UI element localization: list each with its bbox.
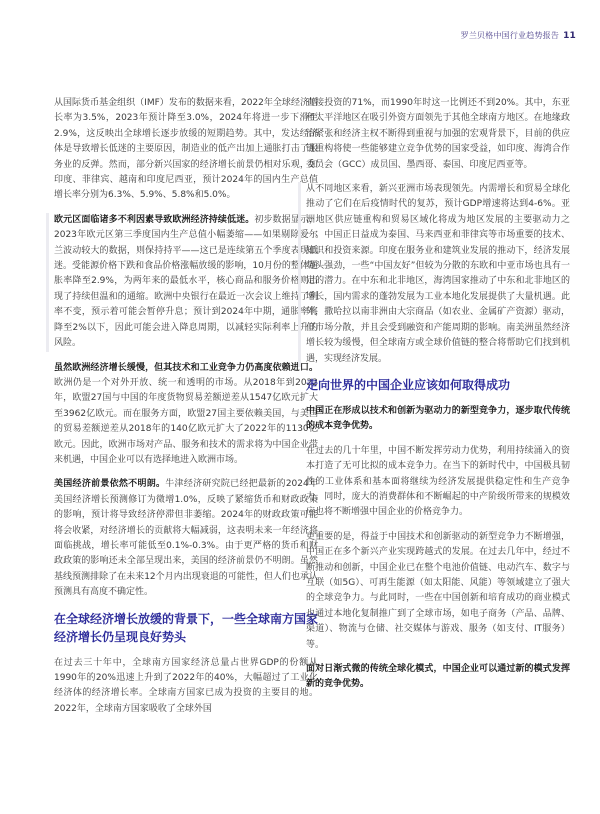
paragraph-fdi: 直接投资的71%，而1990年时这一比例还不到20%。其中，东亚和太平洋地区在吸引外资方面领先于其他全球南方地区。在地缘政治紧张和经济主权不断得到重视与加强的宏观背景下，目前的供应链重构将使一些能够建立竞争优势的国家受益，如印度、海湾合作委员会（GCC）成员国、墨西哥、泰国、印度尼西亚等。 [306, 98, 570, 170]
lead-new-model: 面对日渐式微的传统全球化模式，中国企业可以通过新的模式发挥新的竞争优势。 [306, 664, 570, 690]
lead-europe-imports: 虽然欧洲经济增长缓慢，但其技术和工业竞争力仍高度依赖进口。 [54, 362, 318, 373]
report-title: 罗兰贝格中国行业趋势报告 [460, 31, 560, 40]
paragraph-global-south: 在过去三十年中，全球南方国家经济总量占世界GDP的份额从1990年的20%迅速上升到了2022年的40%，大幅超过了工业化经济体的经济增长率。全球南方国家已成为投资的主要目的地。2022年，全球南方国家吸收了全球外国 [54, 657, 318, 714]
lead-new-competitiveness: 中国正在形成以技术和创新为驱动力的新型竞争力，逐步取代传统的成本竞争优势。 [306, 405, 570, 432]
callout-regions [298, 182, 570, 367]
paragraph-europe-imports: 虽然欧洲经济增长缓慢，但其技术和工业竞争力仍高度依赖进口。欧洲仍是一个对外开放、统一和透明的市场。从2018年到2022年，欧盟27国与中国的年度货物贸易差额逆差从1547亿欧元扩大至3962亿欧元。而在服务方面，欧盟27国主要依赖美国，与美国的贸易差额逆差从2018年的140亿欧元扩大了2022年的1130亿欧元。因此，欧洲市场对产品、服务和技术的需求将为中国企业带来机遇，中国企业可以有选择地进入欧洲市场。 [54, 362, 318, 465]
lead-eurozone: 欧元区面临诸多不利因素导致欧洲经济持续低迷。 [54, 214, 255, 225]
page-number: 11 [563, 31, 576, 41]
page-header [461, 30, 576, 41]
paragraph-eurozone: 欧元区面临诸多不利因素导致欧洲经济持续低迷。初步数据显示，2023年欧元区第三季度国内生产总值小幅萎缩——如果剔除爱尔兰波动较大的数据，则保持持平——这已是连续第五个季度表现低迷。受能源价格下跌和食品价格涨幅放缓的影响，10月份的整体通胀率降至2.9%，为两年来的最低水平，核心商品和服务价格则出现了持续但温和的通缩。欧洲中央银行在最近一次会议上维持了利率不变，预示着可能会暂停升息；预计到2024年中期，通胀率将降至2%以下，因此可能会进入降息周期，以减轻实际利率上升的风险。 [54, 214, 318, 349]
lead-us-outlook: 美国经济前景依然不明朗。 [54, 479, 166, 490]
callout-eurozone [46, 213, 318, 352]
paragraph-regions: 从不同地区来看，新兴亚洲市场表现领先。内需增长和贸易全球化推动了它们在后疫情时代的复苏，预计GDP增速将达到4-6%。亚洲地区供应链重构和贸易区域化将成为地区发展的主要驱动力之一。中国正日益成为泰国、马来西亚和菲律宾等市场重要的技术、知识和投资来源。印度在服务业和建筑业发展的推动下，经济发展势头强劲，一些“中国友好”但较为分散的东欧和中亚市场也具有一定的潜力。在中东和北非地区，海湾国家推动了中东和北非地区的增长，国内需求的蓬勃发展为工业本地化发展提供了大量机遇。此外，撒哈拉以南非洲由大宗商品（如农业、金属矿产资源）驱动，但市场分散，并且会受到融资和产能周期的影响。南美洲虽然经济增长较为缓慢，但全球南方或全球价值链的整合将帮助它们找到机遇，实现经济发展。 [306, 184, 570, 364]
section-title-global-south: 在全球经济增长放缓的背景下，一些全球南方国家经济增长仍呈现良好势头 [54, 611, 319, 644]
right-column [306, 96, 570, 702]
paragraph-imf-outlook: 从国际货币基金组织（IMF）发布的数据来看，2022年全球经济增长率为3.5%，2023年预计降至3.0%，2024年将进一步下滑至2.9%，这反映出全球增长逐步放缓的短期趋势。其中，发达经济体是导致增长低迷的主要原因，制造业的低产出加上通胀打击了服务业的反弹。然而，部分新兴国家的经济增长前景仍相对乐观，如印度、菲律宾、越南和印度尼西亚，预计2024年的国内生产总值增长率分别为6.3%、5.9%、5.8%和5.0%。 [54, 98, 318, 201]
paragraph-cost-advantage: 在过去的几十年里，中国不断发挥劳动力优势，利用持续涌入的资本打造了无可比拟的成本竞争力。在当下的新时代中，中国极具韧性的工业体系和基本面将继续为经济发展提供稳定性和生产竞争力。同时，庞大的消费群体和不断崛起的中产阶级所带来的规模效应也将不断增强中国企业的价格竞争力。 [306, 445, 570, 518]
paragraph-us-outlook: 美国经济前景依然不明朗。牛津经济研究院已经把最新的2024年美国经济增长预测修订为微增1.0%，反映了紧缩货币和财政政策的影响，预计将导致经济停滞但非萎缩。2024年的财政政策可能将会收紧，对经济增长的贡献将大幅减弱，这表明未来一年经济将面临挑战，增长率可能低至0.1%-0.3%。由于更严格的货币和财政政策的影响还未全部呈现出来，美国的经济前景仍不明朗。虽然基线预测排除了在未来12个月内出现衰退的可能性，但人们也承认预测具有高度不确定性。 [54, 479, 318, 598]
section-title-china-enterprises: 走向世界的中国企业应该如何取得成功 [306, 377, 511, 392]
paragraph-innovation: 更重要的是，得益于中国技术和创新驱动的新型竞争力不断增强，中国正在多个新兴产业实现跨越式的发展。在过去几年中，经过不断推动和创新，中国企业已在整个电池价值链、电动汽车、数字与互联（如5G）、可再生能源（如太阳能、风能）等领域建立了强大的全球竞争力。与此同时，一些在中国创新和培育成功的商业模式也通过本地化复制推广到了全球市场，如电子商务（产品、品牌、渠道）、物流与仓储、社交媒体与游戏、服务（如支付、IT服务）等。 [306, 531, 570, 650]
left-column [54, 96, 318, 726]
